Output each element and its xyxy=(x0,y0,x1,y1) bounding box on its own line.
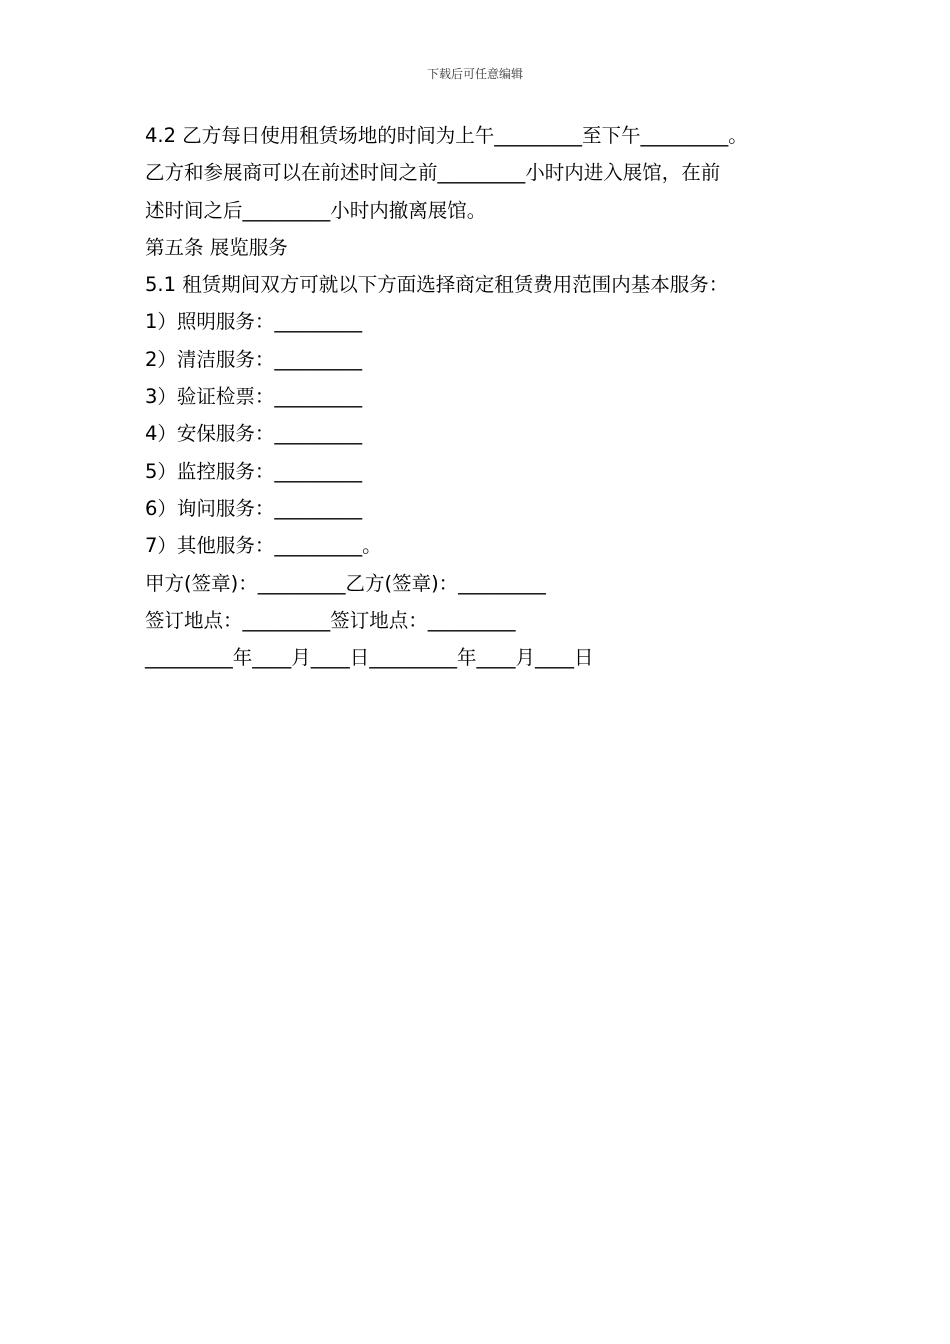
document-body xyxy=(145,117,825,676)
signature-line: 甲方(签章)：_________乙方(签章)：_________ xyxy=(145,571,546,595)
clause-5-1: 5.1 租赁期间双方可就以下方面选择商定租赁费用范围内基本服务： xyxy=(145,273,729,297)
service-item-security: 4）安保服务：_________ xyxy=(145,422,363,446)
signing-place-line: 签订地点：_________签订地点：_________ xyxy=(145,608,516,632)
clause-4-2-line-1: 4.2 乙方每日使用租赁场地的时间为上午_________至下午_________。 xyxy=(145,124,748,147)
article-5-heading: 第五条 展览服务 xyxy=(145,235,288,259)
page-header: 下载后可任意编辑 xyxy=(426,67,523,81)
clause-4-2-line-2: 乙方和参展商可以在前述时间之前_________小时内进入展馆，在前 xyxy=(145,161,721,185)
service-item-inquiry: 6）询问服务：_________ xyxy=(145,496,363,520)
date-line: _________年____月____日_________年____月____日 xyxy=(145,646,594,670)
service-item-monitoring: 5）监控服务：_________ xyxy=(145,459,363,483)
service-item-lighting: 1）照明服务：_________ xyxy=(145,310,363,334)
service-item-cleaning: 2）清洁服务：_________ xyxy=(145,347,363,371)
service-item-ticket-check: 3）验证检票：_________ xyxy=(145,385,363,409)
clause-4-2-line-3: 述时间之后_________小时内撤离展馆。 xyxy=(145,198,487,222)
service-item-other: 7）其他服务：_________。 xyxy=(145,534,382,558)
